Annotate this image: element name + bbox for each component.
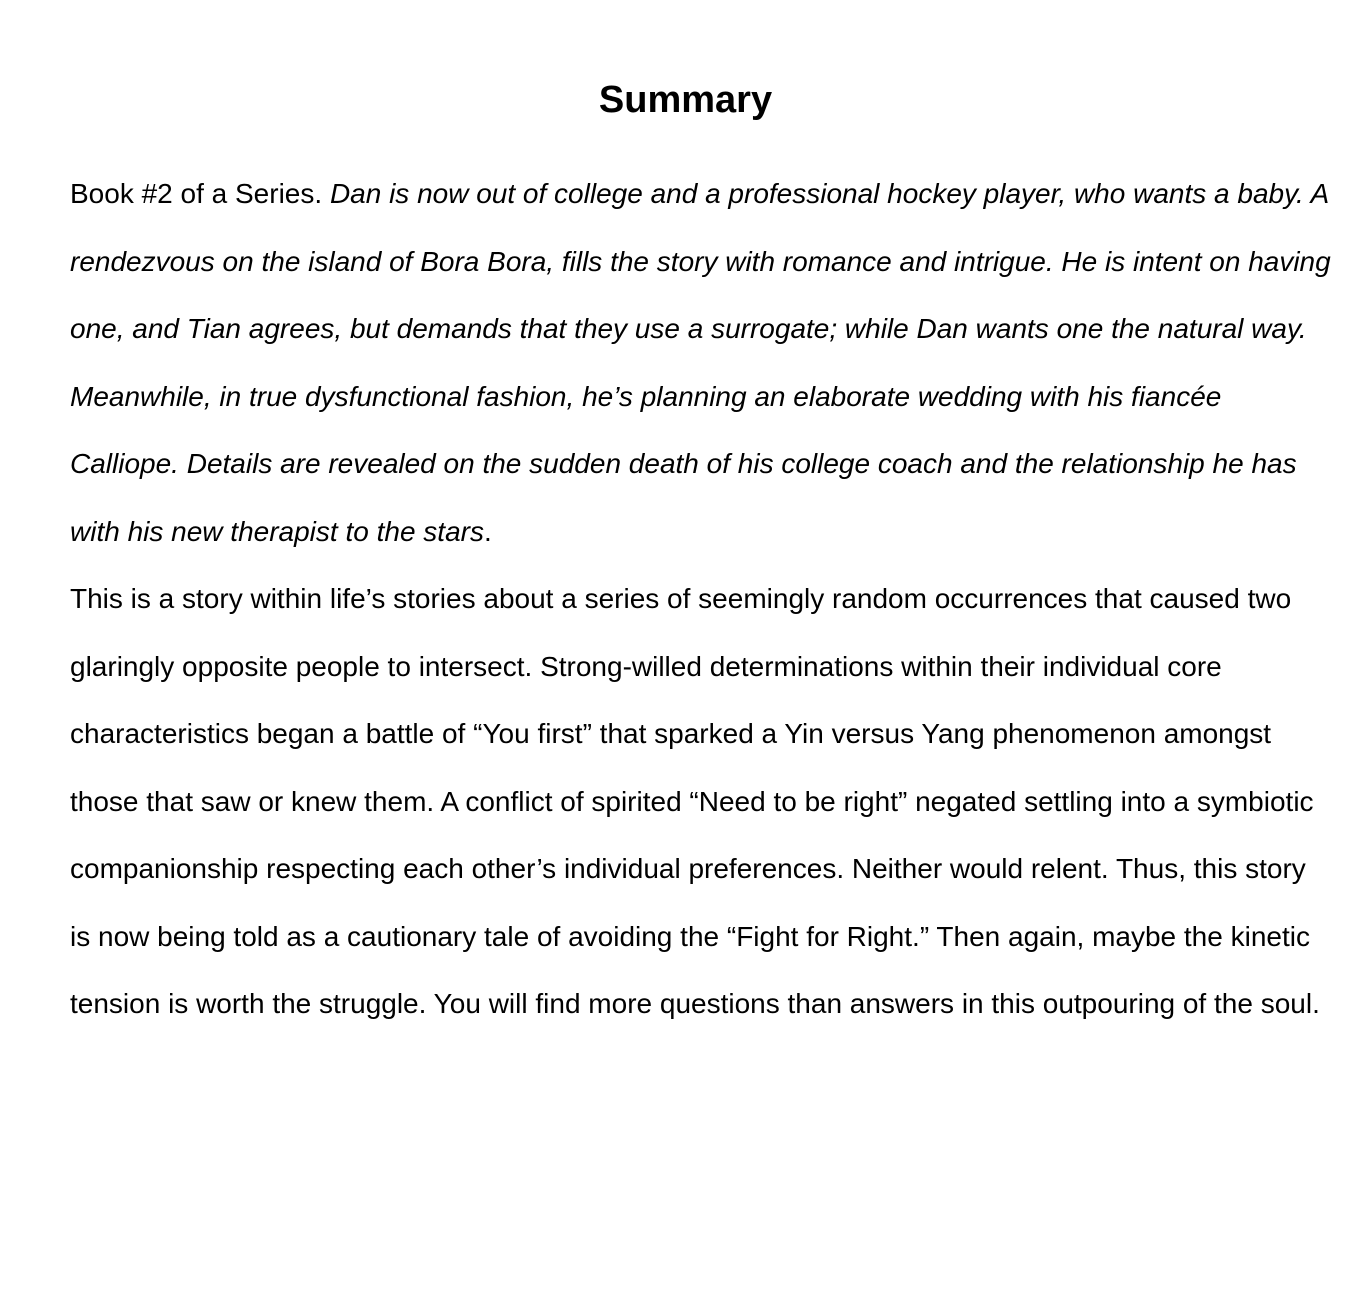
paragraph-1-italic-text: Dan is now out of college and a professional hockey player, who wants a baby. A rendezvous on the island of Bora Bora, fills the story with romance and intrigue. He is intent on having one, and Tian agrees, but demands that they use a surrogate; while Dan wants one the natural way. Meanwhile, in true dysfunctional fashion, he’s planning an elaborate wedding with his fiancée Calliope. Details are revealed on the sudden death of his college coach and the relationship he has with his new therapist to the stars	[70, 178, 1331, 547]
paragraph-1-lead: Book #2 of a Series.	[70, 178, 330, 209]
summary-body	[70, 160, 1332, 1038]
summary-paragraph-2: This is a story within life’s stories about a series of seemingly random occurrences that caused two glaringly opposite people to intersect. Strong-willed determinations within their individual core characteristics began a battle of “You first” that sparked a Yin versus Yang phenomenon amongst those that saw or knew them. A conflict of spirited “Need to be right” negated settling into a symbiotic companionship respecting each other’s individual preferences. Neither would relent. Thus, this story is now being told as a cautionary tale of avoiding the “Fight for Right.” Then again, maybe the kinetic tension is worth the struggle. You will find more questions than answers in this outpouring of the soul.	[70, 583, 1320, 1019]
page-title: Summary	[598, 79, 773, 121]
summary-paragraph-1	[70, 160, 1332, 565]
paragraph-1-trailing-period: .	[483, 515, 492, 547]
